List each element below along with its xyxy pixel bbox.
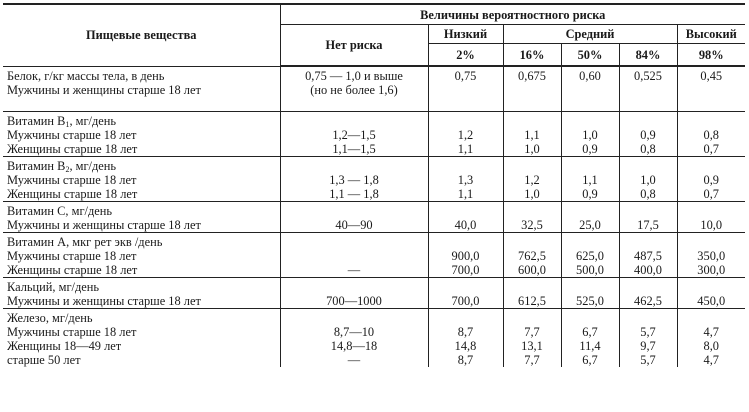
value: 6,7 [582,324,598,339]
value: 1,2—1,5 [332,127,376,142]
nutrient-cell [3,156,280,201]
value-cell-98pct [677,66,745,111]
value: 1,2 [457,127,474,142]
value: 0,8 [640,186,656,201]
header-no-risk: Нет риска [280,25,428,67]
table-row [3,111,745,156]
value-cell-16pct [503,156,561,201]
value: 0,9 [582,141,598,156]
value [285,249,424,263]
value: 1,3 — 1,8 [329,172,379,187]
value: 0,8 [640,141,656,156]
nutrient-title: Витамин $B_2$, мг/день [7,158,117,174]
header-p50: 50% [561,44,619,67]
value: 1,2 [524,172,540,187]
table-row [3,156,745,201]
value: 1,0 [582,127,598,142]
value-cell-16pct [503,232,561,277]
value: 700,0 [451,262,480,277]
value [682,83,742,97]
table-row [3,201,745,232]
value-cell-98pct [677,111,745,156]
value: 600,0 [518,262,546,277]
nutrient-cell [3,308,280,367]
table-header [3,4,745,66]
nutrient-title: Витамин $B_1$, мг/день [7,113,117,129]
value: — [347,352,361,367]
value-cell-2pct [428,277,503,308]
nutrient-title: Белок, г/кг массы тела, в день [7,68,165,83]
value: 1,1 [457,141,474,156]
group-label: Мужчины и женщины старше 18 лет [7,82,201,97]
value: 1,0 [524,186,540,201]
value: 40,0 [454,217,477,232]
value-cell-50pct [561,111,619,156]
value-cell-2pct [428,232,503,277]
value-cell-84pct [619,308,677,367]
value-cell-84pct [619,156,677,201]
header-p98: 98% [677,44,745,67]
value: 350,0 [697,248,726,263]
value-cell-2pct [428,111,503,156]
value-cell-50pct [561,277,619,308]
value: 0,9 [640,127,656,142]
value: 0,7 [703,186,719,201]
value: 40—90 [335,217,373,232]
value: 0,675 [518,69,546,83]
table-body [3,66,745,367]
value: 762,5 [518,248,546,263]
value-cell-84pct [619,277,677,308]
value: 0,8 [703,127,719,142]
value: 0,525 [634,69,662,83]
value-cell-84pct [619,232,677,277]
value: 8,7 [457,352,474,367]
value-cell-98pct [677,308,745,367]
value: 0,7 [703,141,719,156]
value-cell-50pct [561,308,619,367]
value: 400,0 [634,262,662,277]
value-cell-98pct [677,156,745,201]
value-cell-16pct [503,66,561,111]
header-low: Низкий [428,25,503,44]
value: 32,5 [521,217,543,232]
header-p16: 16% [503,44,561,67]
group-label: Мужчины старше 18 лет [7,324,137,339]
value: 1,1—1,5 [332,141,376,156]
value: 612,5 [518,293,546,308]
value: 500,0 [576,262,604,277]
value: 8,7—10 [333,324,375,339]
group-label: Мужчины старше 18 лет [7,172,137,187]
value: 1,1 — 1,8 [329,186,379,201]
header-high: Высокий [677,25,745,44]
value: 1,0 [640,172,656,187]
header-risk-values: Величины вероятностного риска [280,4,745,25]
value: 0,45 [700,69,723,83]
table-row [3,232,745,277]
value-cell-16pct [503,111,561,156]
value: 17,5 [637,217,659,232]
value: 8,0 [703,338,719,353]
value: 450,0 [697,293,726,308]
value [508,83,557,97]
value: 13,1 [521,338,543,353]
value: 700—1000 [326,293,382,308]
header-medium: Средний [503,25,677,44]
value-cell-84pct [619,201,677,232]
risk-table [3,3,745,367]
value: 300,0 [697,262,726,277]
value-cell-no-risk [280,201,428,232]
value: 700,0 [451,293,480,308]
value-cell-98pct [677,201,745,232]
group-label: Мужчины и женщины старше 18 лет [7,293,201,308]
value-cell-50pct [561,232,619,277]
header-nutrients: Пищевые вещества [3,4,280,66]
header-p84: 84% [619,44,677,67]
value: — [347,262,361,277]
group-label: Женщины старше 18 лет [7,186,138,201]
value: 1,1 [457,186,474,201]
nutrient-cell [3,111,280,156]
value-cell-84pct [619,111,677,156]
value [566,83,615,97]
value: 14,8 [454,338,477,353]
value [433,83,499,97]
table-row [3,277,745,308]
value-cell-no-risk [280,277,428,308]
nutrient-title: Кальций, мг/день [7,279,100,294]
nutrient-title: Витамин А, мкг рет экв /день [7,234,163,249]
value: 900,0 [451,248,480,263]
value: 10,0 [700,217,723,232]
value-cell-16pct [503,308,561,367]
table-row [3,308,745,367]
group-label: Мужчины и женщины старше 18 лет [7,217,201,232]
value-cell-no-risk [280,232,428,277]
nutrient-cell [3,232,280,277]
group-label: Женщины старше 18 лет [7,141,138,156]
value: 0,60 [579,69,601,83]
header-p2: 2% [428,44,503,67]
value-cell-2pct [428,156,503,201]
value-cell-no-risk [280,111,428,156]
value: 0,9 [582,186,598,201]
value: 525,0 [576,293,604,308]
value-cell-16pct [503,277,561,308]
value-cell-2pct [428,66,503,111]
group-label: старше 50 лет [7,352,81,367]
value: 0,9 [703,172,719,187]
group-label: Женщины старше 18 лет [7,262,138,277]
nutrient-cell [3,66,280,111]
group-label: Мужчины старше 18 лет [7,248,137,263]
value: 5,7 [640,352,656,367]
value: 1,1 [524,127,540,142]
nutrient-title: Железо, мг/день [7,310,93,325]
value-cell-16pct [503,201,561,232]
nutrient-title: Витамин С, мг/день [7,203,113,218]
value: 7,7 [524,324,540,339]
value: 6,7 [582,352,598,367]
nutrient-cell [3,201,280,232]
value-cell-98pct [677,232,745,277]
nutrient-cell [3,277,280,308]
value-cell-2pct [428,308,503,367]
value: 462,5 [634,293,662,308]
value: 625,0 [576,248,604,263]
value-cell-no-risk [280,308,428,367]
value-cell-no-risk [280,66,428,111]
value: 4,7 [703,324,719,339]
value: (но не более 1,6) [310,83,398,97]
value: 9,7 [640,338,656,353]
value: 0,75 — 1,0 и выше [305,69,403,83]
value: 1,3 [457,172,474,187]
group-label: Мужчины старше 18 лет [7,127,137,142]
value-cell-no-risk [280,156,428,201]
value-cell-50pct [561,66,619,111]
value: 0,75 [454,69,477,83]
group-label: Женщины 18—49 лет [7,338,122,353]
value [624,83,673,97]
value: 25,0 [579,217,601,232]
value: 7,7 [524,352,540,367]
value: 487,5 [634,248,662,263]
value: 8,7 [457,324,474,339]
group-label [7,97,276,111]
value: 5,7 [640,324,656,339]
value-cell-50pct [561,156,619,201]
value: 1,0 [524,141,540,156]
value: 14,8—18 [330,338,378,353]
value-cell-98pct [677,277,745,308]
value: 11,4 [579,338,601,353]
value-cell-2pct [428,201,503,232]
table-row [3,66,745,111]
value: 1,1 [582,172,598,187]
value-cell-84pct [619,66,677,111]
value: 4,7 [703,352,719,367]
value-cell-50pct [561,201,619,232]
